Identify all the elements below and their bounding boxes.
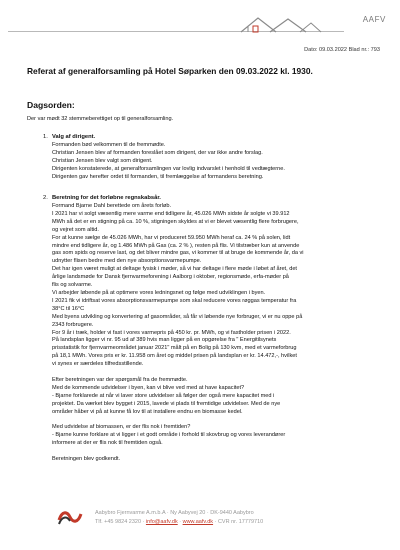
body-line: flis og solvarme. (52, 282, 93, 289)
footer-email-link[interactable]: info@aafv.dk (145, 519, 178, 525)
body-line: prisstatistik for fjernvarmeområdet januar 2021" målt på en Bolig på 130 kvm, med et varmeforbrug (52, 345, 297, 352)
body-line: MWh så det er en stigning på ca. 10 %, stigningen skyldes at vi er blevet væsentlig flere forbrugere, (52, 218, 299, 225)
footer-address: Aabybro Fjernvarme A.m.b.A · Ny Aabyvej 20 · DK-9440 Aabybro (95, 510, 254, 516)
body-line: informere at der er flis nok til fremtiden også. (52, 440, 163, 447)
item-title: Beretning for det forløbne regnskabsår. (52, 195, 161, 201)
body-line: udnytter flisen bedre med den nye absorptionsvarmepumpe. (52, 258, 202, 265)
item-number: 1. (43, 134, 48, 140)
footer-contact (95, 519, 263, 525)
body-line: På landsplan ligger vi nr. 95 ud af 389 hvis man ligger på en opgørelse fra " Energitilsynets (52, 337, 277, 344)
body-line (52, 448, 372, 456)
body-line: - Bjarne forklarede at når vi laver store udvidelser så følger der også mere kapacitet med i (52, 392, 275, 399)
body-line (52, 416, 372, 424)
body-line: Christian Jensen blev valgt som dirigent. (52, 157, 153, 164)
footer-separator: · (177, 519, 183, 525)
footer-phone: Tlf. +45 9824 2320 · (95, 519, 146, 525)
footer-website-link[interactable]: www.aafv.dk (182, 519, 214, 525)
body-line: Beretningen blev godkendt. (52, 456, 121, 462)
body-line: - Bjarne kunne forklare at vi ligger i et godt område i forhold til skovbrug og vores leverandører (52, 432, 286, 439)
body-line: 38°C til 16°C (52, 305, 85, 312)
body-line: Vi arbejder løbende på at optimere vores ledningsnet og følge med udviklingen i byen. (52, 289, 266, 296)
body-line: og vejret som altid. (52, 226, 99, 233)
body-line: Formanden bød velkommen til de fremmødte. (52, 142, 166, 148)
body-line: områder håber vi på at kunne få lov til at installere endnu en biomasse kedel. (52, 408, 243, 415)
brand-name: AAFV (362, 15, 386, 24)
body-line: Med udvidelse af biomassen, er der flis nok i fremtiden? (52, 424, 191, 431)
page-header (0, 0, 400, 44)
body-line: mindre end tidligere år, og 1.486 MWh på Gas (ca. 2 % ), resten på flis. Vi tilstræber kun at anvende (52, 242, 300, 249)
body-line: Formand Bjarne Dahl berettede om årets forløb. (52, 203, 172, 209)
body-line: 2343 forbrugere. (52, 321, 94, 328)
body-line: årlige landsmøde for Dansk fjernvarmeforening i Aalborg i oktober, regionsmøde, erfa-møder på (52, 274, 289, 281)
document-title: Referat af generalforsamling på Hotel Søparken den 09.03.2022 kl. 1930. (27, 66, 313, 76)
item-body (52, 142, 372, 182)
body-line: For 9 år i træk, holder vi fast i vores varmepris på 450 kr. pr. MWh, og vi fastholder prisen i 2022. (52, 329, 291, 336)
body-line: I 2021 fik vi idriftsat vores absorptionsvarmepumpe som skal reducere vores røggas temperatur fra (52, 297, 297, 304)
item-number: 2. (43, 195, 48, 201)
body-line: Efter beretningen var der spørgsmål fra de fremmødte. (52, 376, 188, 383)
body-line: gas som spids og reserve last, og det bliver mindre gas, vi kommer til at bruge de kommende år, da vi (52, 250, 304, 257)
houses-logo-icon (240, 14, 322, 36)
agenda-heading: Dagsorden: (27, 100, 75, 110)
aafv-logo-icon (57, 508, 83, 526)
body-line: Christian Jensen blev af formanden foreslået som dirigent, der var ikke andre forslag. (52, 149, 263, 156)
body-line (52, 369, 372, 377)
body-line: vi synes er særdeles tilfredsstillende. (52, 361, 144, 368)
body-line: For at kunne sælge de 45.026 MWh, har vi produceret 59.950 MWh heraf ca. 24 % på solen, lidt (52, 234, 291, 241)
body-line: på 18,1 MWh. Vores pris er kr. 11.958 om året og middel prisen på landsplan er kr. 14.472,-, hvilket (52, 353, 297, 360)
date-line: Dato: 09.03.2022 Blad nr.: 793 (304, 47, 380, 53)
body-line: Dirigenten konstaterede, at generalforsamlingen var lovlig indvarslet i henhold til vedtægterne. (52, 165, 285, 172)
body-line: Med de kommende udvidelser i byen, kan vi blive ved med at have kapacitet? (52, 384, 245, 391)
footer-cvr: · CVR nr. 17779710 (213, 519, 264, 525)
body-line: projektet. Da værket blev bygget i 2015, lavede vi plads til fremtidige udvidelser. Med de nye (52, 400, 281, 407)
item-title: Valg af dirigent. (52, 134, 96, 140)
body-line: Dirigenten gav herefter ordet til formanden, til fremlæggelse af formandens beretning. (52, 173, 264, 180)
body-line: Med byens udvikling og konvertering af gasområder, så får vi løbende nye forbruger, vi er nu oppe på (52, 313, 303, 320)
intro-text: Der var mødt 32 stemmeberettiget op til generalforsamling. (27, 116, 174, 122)
body-line: I 2021 har vi solgt væsentlig mere varme end tidligere år, 45.026 MWh sidste år solgte vi 39.912 (52, 210, 290, 217)
item-body (52, 203, 372, 464)
body-line: Det har igen været muligt at deltage fysisk i møder, så vi har deltage i flere møde i løbet af året, det (52, 266, 297, 273)
